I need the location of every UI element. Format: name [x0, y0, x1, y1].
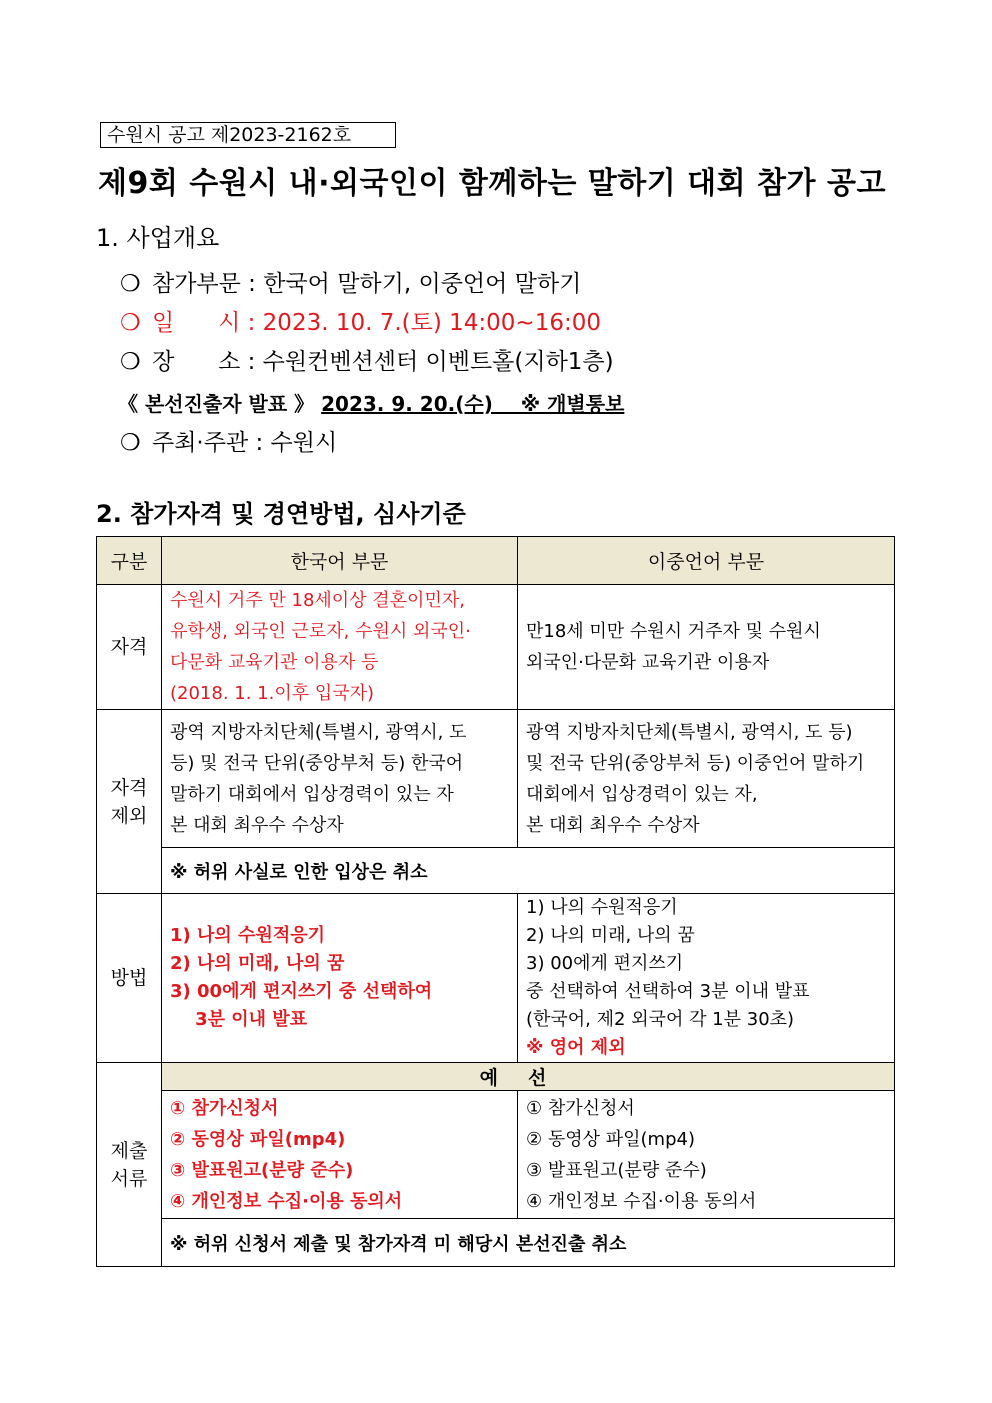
eligibility-bilingual-line: 만18세 미만 수원시 거주자 및 수원시 [526, 621, 821, 642]
eligibility-row [97, 585, 895, 710]
documents-label-line2: 서류 [110, 1167, 148, 1190]
eligibility-korean-line: (2018. 1. 1.이후 입국자) [170, 683, 375, 704]
documents-korean [162, 1091, 518, 1219]
finalist-announcement [118, 390, 624, 418]
documents-row [97, 1091, 895, 1219]
exclusion-bilingual-line: 광역 지방자치단체(특별시, 광역시, 도 등) [526, 721, 853, 743]
host-text: 주최·주관 : 수원시 [152, 430, 338, 456]
exclusion-bilingual-line: 대회에서 입상경력이 있는 자, [526, 783, 758, 805]
category-line [120, 268, 581, 300]
method-korean-line: 3) 00에게 편지쓰기 중 선택하여 [170, 981, 433, 1002]
finalist-date: 2023. 9. 20.(수) ※ 개별통보 [321, 392, 625, 416]
method-korean-line: 3분 이내 발표 [170, 1009, 308, 1030]
exclusion-row [97, 710, 895, 848]
table-header-row [97, 537, 895, 585]
method-bilingual-line: 중 선택하여 선택하여 3분 이내 발표 [526, 981, 810, 1002]
documents-note-row [97, 1219, 895, 1267]
eligibility-label: 자격 [97, 585, 162, 710]
eligibility-korean-line: 다문화 교육기관 이용자 등 [170, 652, 379, 673]
eligibility-korean [162, 585, 518, 710]
exclusion-note-row [97, 848, 895, 894]
method-korean-line: 2) 나의 미래, 나의 꿈 [170, 953, 345, 974]
header-bilingual: 이중언어 부문 [518, 537, 895, 585]
notice-number: 수원시 공고 제2023-2162호 [100, 122, 396, 148]
documents-korean-line: ④ 개인정보 수집·이용 동의서 [170, 1190, 403, 1212]
date-text: 일 시 : 2023. 10. 7.(토) 14:00~16:00 [152, 310, 601, 336]
info-table [96, 536, 895, 1267]
documents-bilingual [518, 1091, 895, 1219]
documents-label [97, 1063, 162, 1267]
documents-korean-line: ② 동영상 파일(mp4) [170, 1128, 346, 1150]
exclusion-korean-line: 본 대회 최우수 수상자 [170, 814, 344, 836]
category-text: 참가부문 : 한국어 말하기, 이중언어 말하기 [152, 271, 582, 297]
page-title: 제9회 수원시 내·외국인이 함께하는 말하기 대회 참가 공고 [98, 166, 886, 201]
section1-heading: 1. 사업개요 [96, 224, 220, 252]
exclusion-label [97, 710, 162, 894]
bullet-icon: ❍ [120, 310, 141, 336]
exclusion-bilingual-line: 및 전국 단위(중앙부처 등) 이중언어 말하기 [526, 752, 865, 774]
section2-heading: 2. 참가자격 및 경연방법, 심사기준 [96, 500, 466, 528]
header-category: 구분 [97, 537, 162, 585]
method-bilingual-line: 1) 나의 수원적응기 [526, 897, 678, 918]
method-bilingual-line: 3) 00에게 편지쓰기 [526, 953, 684, 974]
documents-label-line1: 제출 [110, 1139, 148, 1162]
bullet-icon: ❍ [120, 271, 141, 297]
exclusion-korean-line: 등) 및 전국 단위(중앙부처 등) 한국어 [170, 752, 464, 774]
method-bilingual-line: 2) 나의 미래, 나의 꿈 [526, 925, 695, 946]
documents-korean-line: ③ 발표원고(분량 준수) [170, 1159, 354, 1181]
method-bilingual-note: ※ 영어 제외 [526, 1037, 626, 1058]
exclusion-label-line1: 자격 [110, 776, 148, 799]
eligibility-korean-line: 수원시 거주 만 18세이상 결혼이민자, [170, 590, 465, 611]
venue-line [120, 346, 614, 378]
exclusion-bilingual [518, 710, 895, 848]
exclusion-note: ※ 허위 사실로 인한 입상은 취소 [162, 848, 895, 894]
host-line [120, 427, 337, 459]
exclusion-korean-line: 광역 지방자치단체(특별시, 광역시, 도 [170, 721, 467, 743]
documents-korean-line: ① 참가신청서 [170, 1097, 279, 1119]
documents-bilingual-line: ② 동영상 파일(mp4) [526, 1128, 695, 1150]
date-line [120, 307, 601, 339]
documents-subheader: 예선 [162, 1063, 895, 1091]
eligibility-bilingual [518, 585, 895, 710]
documents-subheader-row [97, 1063, 895, 1091]
exclusion-korean-line: 말하기 대회에서 입상경력이 있는 자 [170, 783, 454, 805]
method-korean [162, 894, 518, 1063]
finalist-label: 《 본선진출자 발표 》 [118, 392, 315, 416]
eligibility-bilingual-line: 외국인·다문화 교육기관 이용자 [526, 652, 770, 673]
exclusion-label-line2: 제외 [110, 804, 148, 827]
documents-note: ※ 허위 신청서 제출 및 참가자격 미 해당시 본선진출 취소 [162, 1219, 895, 1267]
documents-bilingual-line: ④ 개인정보 수집·이용 동의서 [526, 1190, 757, 1212]
bullet-icon: ❍ [120, 430, 141, 456]
documents-bilingual-line: ① 참가신청서 [526, 1097, 635, 1119]
documents-bilingual-line: ③ 발표원고(분량 준수) [526, 1159, 707, 1181]
header-korean: 한국어 부문 [162, 537, 518, 585]
venue-text: 장 소 : 수원컨벤션센터 이벤트홀(지하1층) [152, 349, 614, 375]
method-bilingual-line: (한국어, 제2 외국어 각 1분 30초) [526, 1009, 795, 1030]
method-row [97, 894, 895, 1063]
eligibility-korean-line: 유학생, 외국인 근로자, 수원시 외국인· [170, 621, 471, 642]
exclusion-bilingual-line: 본 대회 최우수 수상자 [526, 814, 700, 836]
bullet-icon: ❍ [120, 349, 141, 375]
exclusion-korean [162, 710, 518, 848]
method-label: 방법 [97, 894, 162, 1063]
method-korean-line: 1) 나의 수원적응기 [170, 925, 325, 946]
method-bilingual [518, 894, 895, 1063]
